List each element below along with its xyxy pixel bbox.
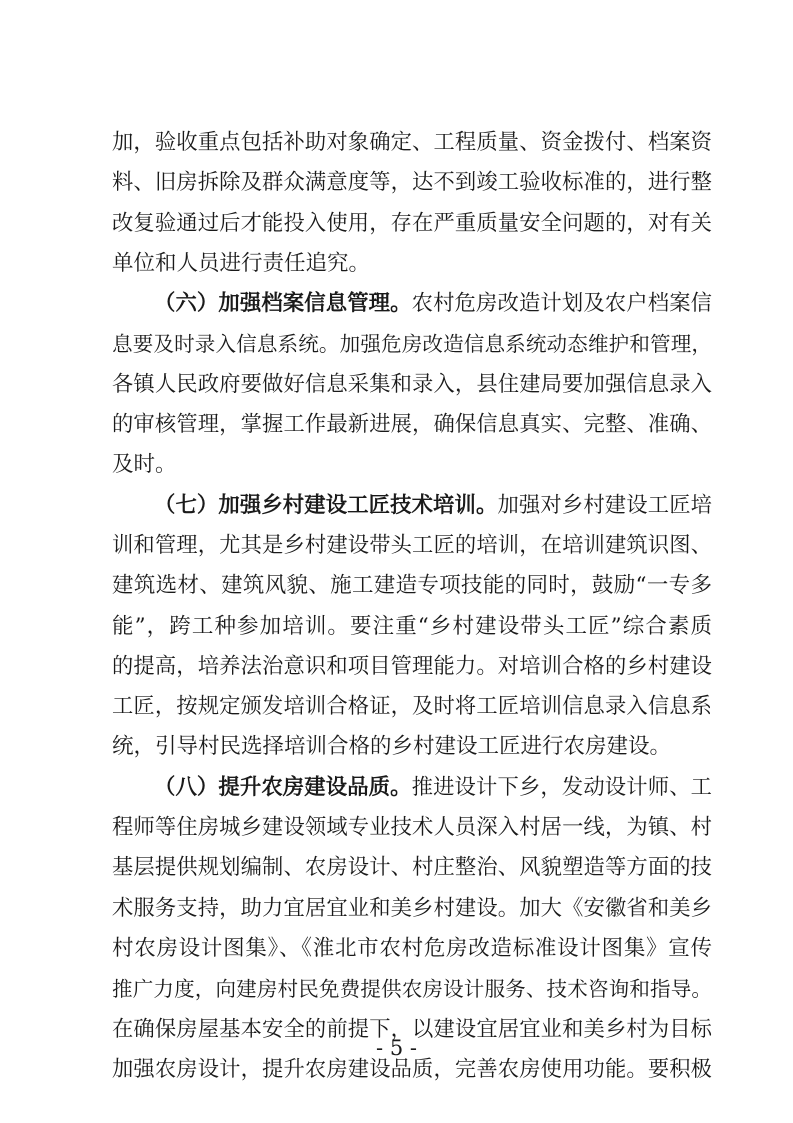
line-text: 料、旧房拆除及群众满意度等，达不到竣工验收标准的，进行整 <box>112 170 712 196</box>
line-text: 各镇人民政府要做好信息采集和录入，县住建局要加强信息录入 <box>112 371 712 397</box>
section-heading-line <box>112 284 712 324</box>
text-line <box>112 969 712 1009</box>
line-text: 程师等住房城乡建设领域专业技术人员深入村居一线，为镇、村 <box>112 815 712 841</box>
text-line <box>112 566 712 606</box>
text-line <box>112 808 712 848</box>
body-text <box>112 123 712 1090</box>
text-line <box>112 727 712 767</box>
text-line <box>112 526 712 566</box>
line-text: 改复验通过后才能投入使用，存在严重质量安全问题的，对有关 <box>112 210 712 236</box>
line-text: 推广力度，向建房村民免费提供农房设计服务、技术咨询和指导。 <box>112 977 712 1002</box>
line-text: 村农房设计图集》、《淮北市农村危房改造标准设计图集》宣传 <box>112 935 712 961</box>
line-text: 息要及时录入信息系统。加强危房改造信息系统动态维护和管理， <box>112 332 712 357</box>
line-text: 加强农房设计，提升农房建设品质，完善农房使用功能。要积极 <box>112 1056 712 1082</box>
line-text: 基层提供规划编制、农房设计、村庄整治、风貌塑造等方面的技 <box>112 855 712 881</box>
line-text: 在确保房屋基本安全的前提下，以建设宜居宜业和美乡村为目标 <box>112 1016 712 1042</box>
line-text: 加强对乡村建设工匠培 <box>497 492 713 518</box>
text-line <box>112 647 712 687</box>
text-line <box>112 405 712 445</box>
line-text: 能”，跨工种参加培训。要注重“乡村建设带头工匠”综合素质 <box>112 613 712 639</box>
section-heading-line <box>112 768 712 808</box>
line-text: 统，引导村民选择培训合格的乡村建设工匠进行农房建设。 <box>112 734 672 760</box>
text-line <box>112 123 712 163</box>
line-text: 建筑选材、建筑风貌、施工建造专项技能的同时，鼓励“一专多 <box>112 573 712 599</box>
section-heading: （七）加强乡村建设工匠技术培训。 <box>154 492 498 518</box>
text-line <box>112 365 712 405</box>
line-text: 加，验收重点包括补助对象确定、工程质量、资金拨付、档案资 <box>112 130 712 155</box>
text-line <box>112 848 712 888</box>
line-text: 单位和人员进行责任追究。 <box>112 250 371 276</box>
line-text: 的审核管理，掌握工作最新进展，确保信息真实、完整、准确、 <box>112 412 712 438</box>
text-line <box>112 163 712 203</box>
section-heading: （六）加强档案信息管理。 <box>154 291 412 317</box>
line-text: 工匠，按规定颁发培训合格证，及时将工匠培训信息录入信息系 <box>112 694 712 720</box>
text-line <box>112 607 712 647</box>
section-heading-line <box>112 486 712 526</box>
text-line <box>112 889 712 929</box>
text-line <box>112 324 712 364</box>
page-number: - 5 - <box>376 1036 417 1060</box>
text-line <box>112 445 712 485</box>
line-text: 农村危房改造计划及农户档案信 <box>411 291 713 317</box>
text-line <box>112 244 712 284</box>
line-text: 及时。 <box>112 452 177 478</box>
text-line <box>112 929 712 969</box>
text-line <box>112 687 712 727</box>
line-text: 训和管理，尤其是乡村建设带头工匠的培训，在培训建筑识图、 <box>112 532 712 558</box>
text-line <box>112 204 712 244</box>
section-heading: （八）提升农房建设品质。 <box>154 774 412 800</box>
line-text: 推进设计下乡，发动设计师、工 <box>411 774 713 800</box>
line-text: 术服务支持，助力宜居宜业和美乡村建设。加大《安徽省和美乡 <box>112 895 712 921</box>
line-text: 的提高，培养法治意识和项目管理能力。对培训合格的乡村建设 <box>112 653 712 679</box>
